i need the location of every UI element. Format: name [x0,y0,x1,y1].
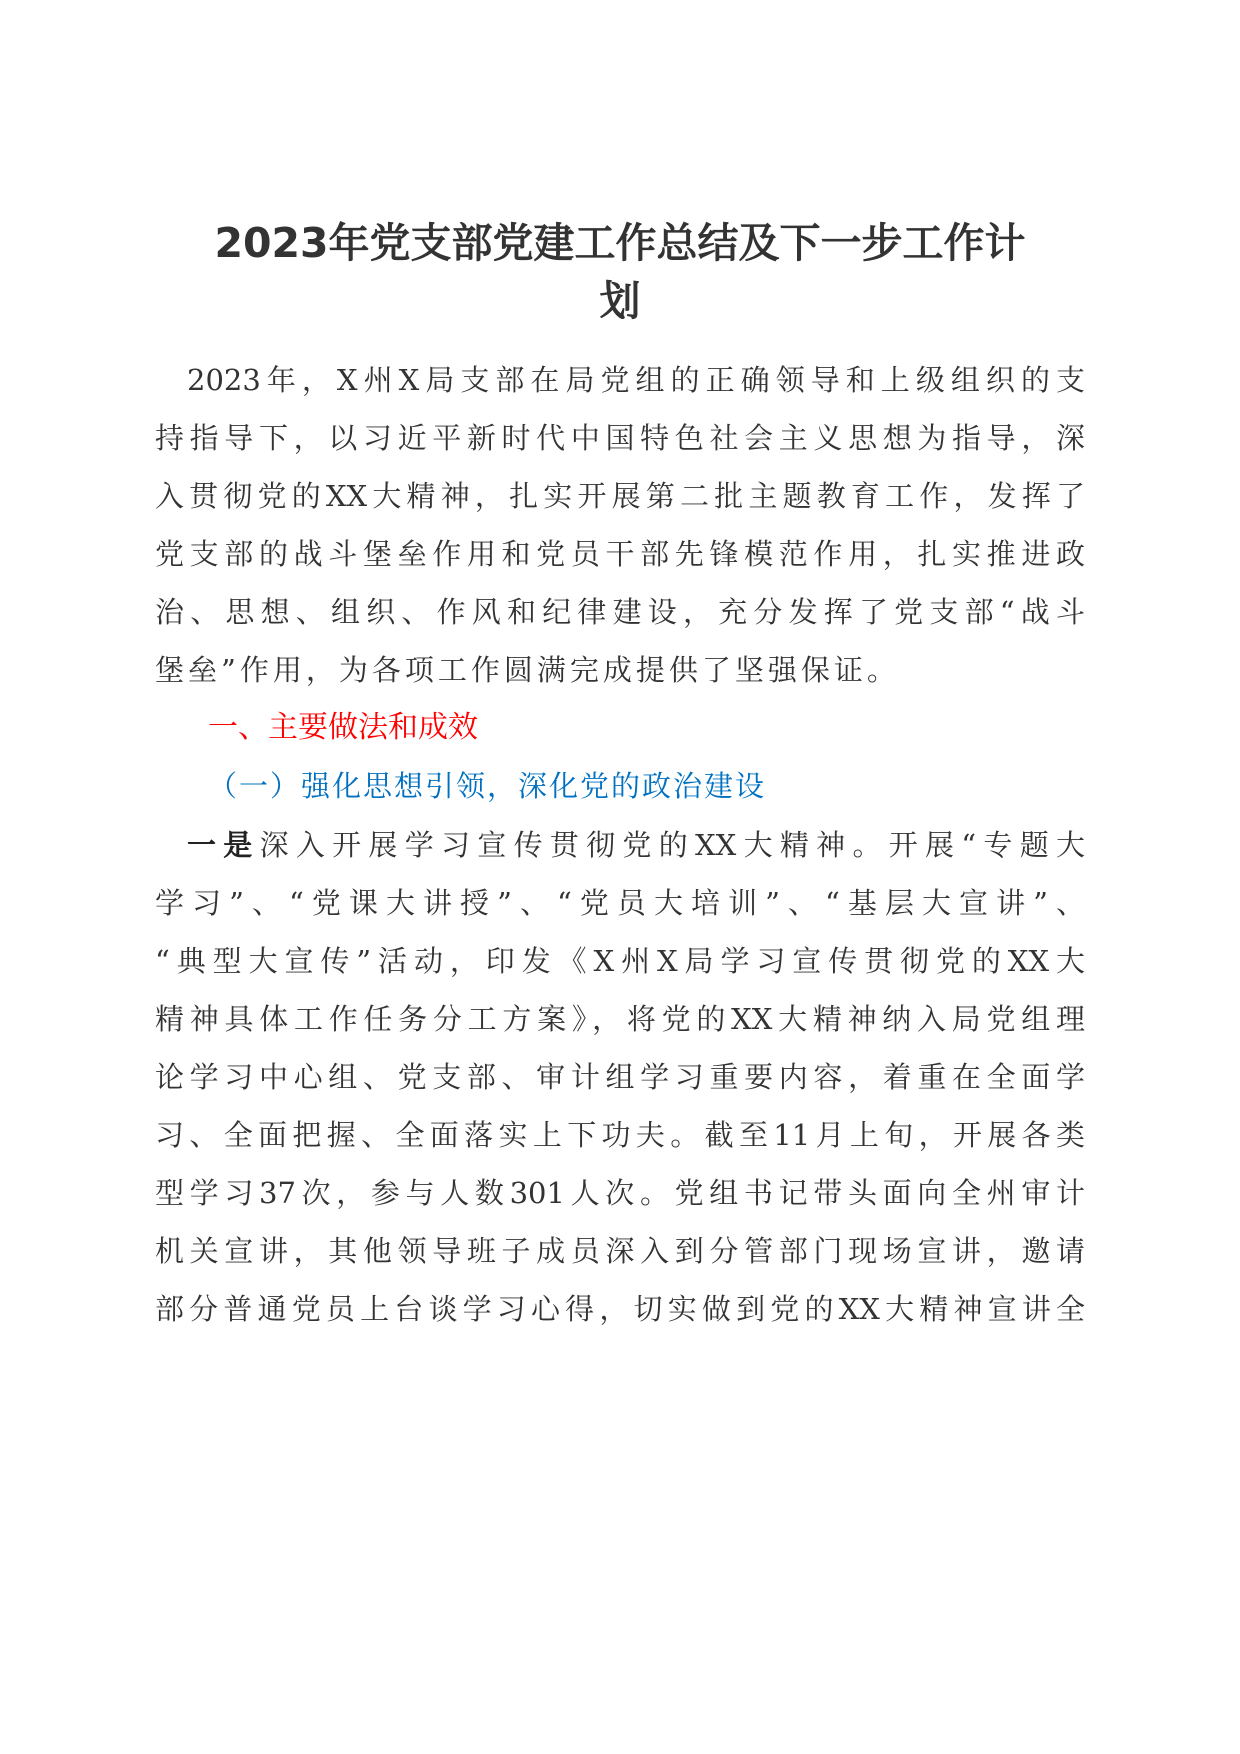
point-paragraph-line: “典型大宣传”活动，印发《X州X局学习宣传贯彻党的XX大 [155,944,1085,978]
intro-paragraph-line: 党支部的战斗堡垒作用和党员干部先锋模范作用，扎实推进政 [155,537,1085,571]
subsection-heading: （一）强化思想引领，深化党的政治建设 [208,769,767,803]
point-lead: 一是 [187,828,260,862]
intro-paragraph-line: 入贯彻党的XX大精神，扎实开展第二批主题教育工作，发挥了 [155,479,1085,513]
intro-paragraph-line: 持指导下，以习近平新时代中国特色社会主义思想为指导，深 [155,421,1085,455]
document-title-line-2: 划 [599,277,641,325]
point-paragraph-line: 部分普通党员上台谈学习心得，切实做到党的XX大精神宣讲全 [155,1292,1085,1326]
point-first-line [187,825,1085,865]
point-paragraph-line: 精神具体工作任务分工方案》，将党的XX大精神纳入局党组理 [155,1002,1085,1036]
intro-paragraph-line: 治、思想、组织、作风和纪律建设，充分发挥了党支部“战斗 [155,595,1085,629]
intro-paragraph-line: 堡垒”作用，为各项工作圆满完成提供了坚强保证。 [155,653,900,687]
point-paragraph-line: 型学习37次，参与人数301人次。党组书记带头面向全州审计 [155,1176,1085,1210]
point-paragraph-line: 习、全面把握、全面落实上下功夫。截至11月上旬，开展各类 [155,1118,1085,1152]
point-paragraph-line: 学习”、“党课大讲授”、“党员大培训”、“基层大宣讲”、 [155,886,1085,920]
point-text: 深入开展学习宣传贯彻党的XX大精神。开展“专题大 [259,828,1085,862]
section-heading: 一、主要做法和成效 [208,710,478,745]
point-paragraph-line: 论学习中心组、党支部、审计组学习重要内容，着重在全面学 [155,1060,1085,1094]
point-paragraph-line: 机关宣讲，其他领导班子成员深入到分管部门现场宣讲，邀请 [155,1234,1085,1268]
intro-paragraph-line: 2023年，X州X局支部在局党组的正确领导和上级组织的支 [187,363,1085,397]
document-title-line-1: 2023年党支部党建工作总结及下一步工作计 [214,219,1026,267]
